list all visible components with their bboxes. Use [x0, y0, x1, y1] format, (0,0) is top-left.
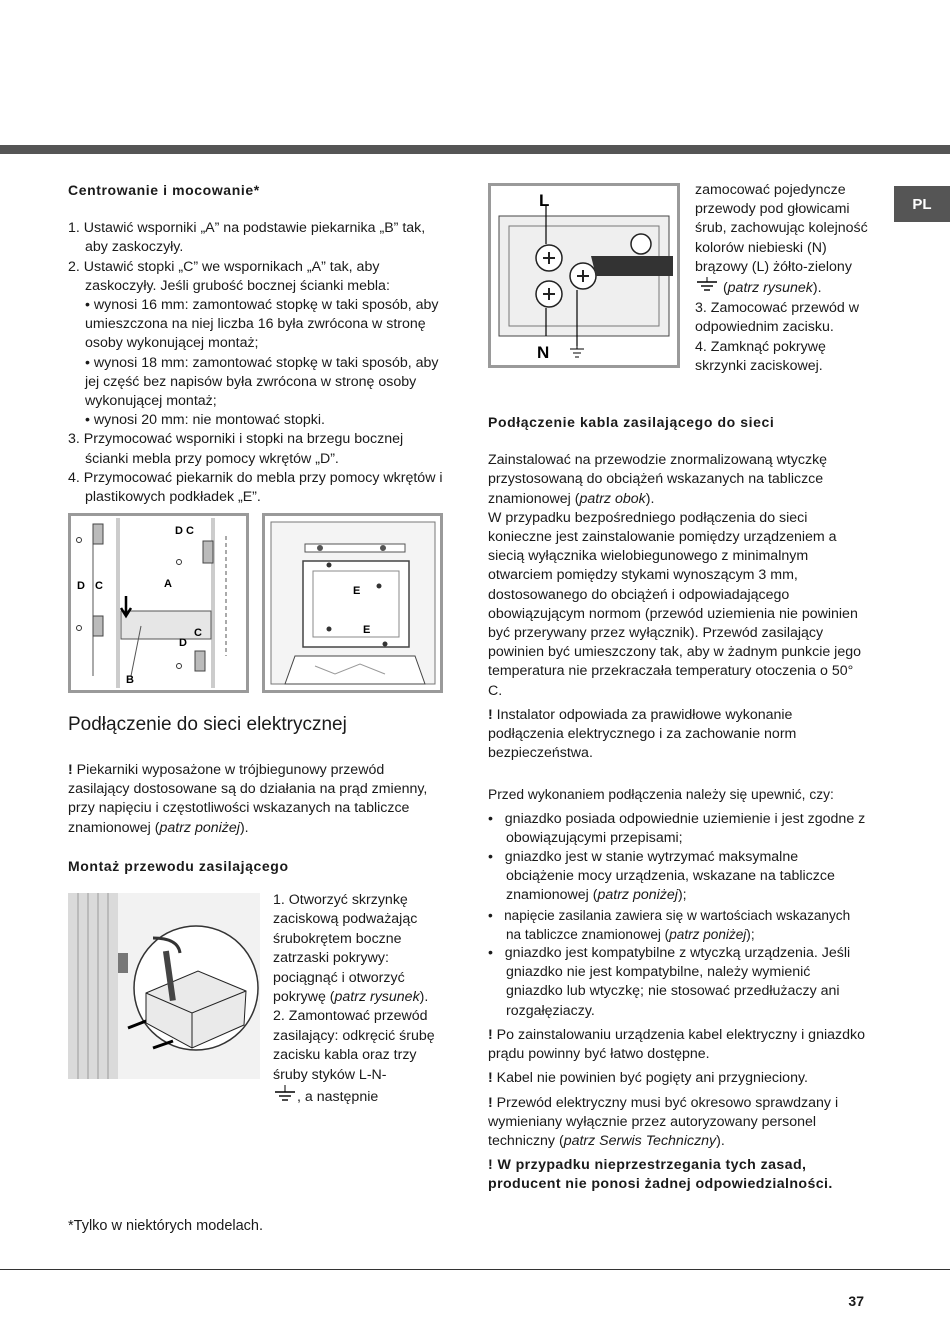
list-item: • gniazdko posiada odpowiednie uziemienie i jest zgodne z obowiązującymi przepisami; — [488, 810, 866, 846]
cable-step-1-text: 1. Otworzyć skrzynkę zaciskową podważając śrubokrętem boczne zatrzaski pokrywy: pociągnąć i otworzyć pokrywę ( — [273, 892, 418, 1006]
bracket-mounting-figure — [68, 513, 249, 693]
cable-step-2 — [273, 1007, 448, 1109]
cable-steps — [273, 891, 448, 1109]
warning-mark: ! — [488, 1157, 494, 1174]
mains-direct-text: W przypadku bezpośredniego podłączenia do sieci konieczne jest zainstalowanie pomiędzy urządzeniem a siecią wyłącznika wielobiegunowego z minimalnym otwarciem pomiędzy stykami wynoszącym 3 mm, dostosowanego do obciążeń i odpowiadającego obowiązującym normom (przewód uziemienia nie powinien być przerywany przez wyłącznik). Przewód zasilający powinien być umieszczony tak, aby w żadnym punkcie jego temperatura nie przekraczała temperatury otoczenia o 50° C. — [488, 509, 862, 699]
cable-step-2-text: 2. Zamontować przewód zasilający: odkręcić śrubę zacisku kabla oraz trzy śruby styków L-N- — [273, 1008, 435, 1083]
cable-step-1-ref: patrz rysunek — [334, 989, 420, 1006]
check-ref: patrz poniżej — [669, 926, 747, 942]
check-text: gniazdko posiada odpowiednie uziemienie i jest zgodne z obowiązującymi przepisami; — [504, 810, 866, 846]
right-column-main — [488, 413, 868, 1195]
section-heading-centering: Centrowanie i mocowanie* — [68, 182, 260, 198]
warning-service — [488, 1094, 868, 1152]
section-heading-mains: Podłączenie kabla zasilającego do sieci — [488, 414, 775, 430]
warning-service-end: ). — [716, 1132, 725, 1149]
installer-note — [488, 706, 868, 764]
mains-plug-body: Zainstalować na przewodzie znormalizowaną wtyczkę przystosowaną do obciążeń wskazanych na tabliczce znamionowej ( — [488, 452, 828, 507]
fig1-label-c: C — [95, 580, 103, 592]
electrical-intro-end: ). — [239, 819, 249, 836]
fig1-label-d2: D — [179, 637, 187, 649]
section-heading-cable: Montaż przewodu zasilającego — [68, 857, 289, 874]
checklist-intro: Przed wykonaniem podłączenia należy się upewnić, czy: — [488, 787, 834, 803]
list-item: • gniazdko jest kompatybilne z wtyczką urządzenia. Jeśli gniazdko nie jest kompatybilne, należy wymienić gniazdko lub wtyczkę; nie stosować przedłużaczy ani rozgałęziaczy. — [488, 945, 851, 1019]
warning-liability-text: W przypadku nieprzestrzegania tych zasad, producent nie ponosi żadnej odpowiedzialności. — [488, 1157, 833, 1193]
list-item: • napięcie zasilania zawiera się w wartościach wskazanych na tabliczce znamionowej (patrz poniżej); — [488, 907, 851, 942]
footer-rule — [0, 1269, 950, 1270]
check-text: napięcie zasilania zawiera się w wartościach wskazanych na tabliczce znamionowej ( — [504, 907, 851, 942]
fig1-label-a: A — [164, 578, 172, 590]
language-tab: PL — [894, 186, 950, 222]
cable-step-1-end: ). — [419, 989, 429, 1006]
fig2-label-e2: E — [363, 624, 371, 636]
cable-step-4: 4. Zamknąć pokrywę skrzynki zaciskowej. — [695, 338, 826, 374]
warning-mark: ! — [488, 1026, 493, 1043]
warning-service-text: Przewód elektryczny musi być okresowo sprawdzany i wymieniany wyłącznie przez autoryzowany personel techniczny ( — [488, 1094, 839, 1149]
terminal-block-figure — [488, 183, 680, 368]
fig1-label-c2: C — [194, 627, 202, 639]
top-bar — [0, 145, 950, 154]
warning-mark: ! — [488, 1094, 493, 1111]
footnote: *Tylko w niektórych modelach. — [68, 1218, 264, 1234]
warning-mark: ! — [68, 762, 73, 778]
installer-note-text: Instalator odpowiada za prawidłowe wykonanie podłączenia elektrycznego i za zachowanie norm bezpieczeństwa. — [488, 706, 797, 762]
cable-step-3: 3. Zamocować przewód w odpowiednim zacisku. — [695, 300, 860, 336]
ground-icon — [273, 1085, 297, 1109]
cable-step-2-continued-text: zamocować pojedyncze przewody pod głowicami śrub, zachowując kolejność kolorów niebieski (N) brązowy (L) żółto-zielony — [695, 182, 868, 275]
list-item: 1. Ustawić wsporniki „A” na podstawie piekarnika „B” tak, aby zaskoczyły. — [68, 220, 426, 256]
fig1-label-dc: D C — [175, 525, 194, 537]
electrical-intro-text: Piekarniki wyposażone w trójbiegunowy przewód zasilający dostosowane są do działania na prąd zmienny, przy napięciu i częstotliwości wskazanych na tabliczce znamionowej ( — [68, 762, 428, 836]
list-item: • wynosi 16 mm: zamontować stopkę w taki sposób, aby umieszczona na niej liczba 16 była zwrócona w stronę osoby wykonującej montaż; — [85, 297, 439, 352]
section-heading-electrical: Podłączenie do sieci elektrycznej — [68, 714, 347, 735]
list-item: 4. Przymocować piekarnik do mebla przy pomocy wkrętów i plastikowych podkładek „E”. — [68, 469, 443, 506]
mains-plug-ref: patrz obok — [579, 490, 646, 507]
cable-step-2-continued: zamocować pojedyncze przewody pod głowicami śrub, zachowując kolejność kolorów niebieski (N) brązowy (L) żółto-zielony (patrz rysunek). — [695, 181, 870, 299]
check-text: gniazdko jest w stanie wytrzymać maksymalne obciążenie mocy urządzenia, wskazane na tabliczce znamionowej ( — [504, 849, 835, 904]
electrical-intro — [68, 761, 448, 838]
mains-plug-text — [488, 451, 868, 509]
checklist — [488, 810, 868, 1021]
fig1-label-d: D — [77, 580, 85, 592]
cable-step-1 — [273, 891, 448, 1007]
cable-step-2-ref: patrz rysunek — [727, 279, 813, 296]
left-column-electrical — [68, 713, 448, 876]
mains-plug-end: ). — [645, 490, 655, 507]
list-item: 2. Ustawić stopki „C” we wspornikach „A” tak, aby zaskoczyły. Jeśli grubość bocznej ścianki mebla: — [68, 258, 390, 294]
centering-steps — [68, 219, 448, 507]
warning-service-ref: patrz Serwis Techniczny — [563, 1132, 717, 1149]
check-text: gniazdko jest kompatybilne z wtyczką urządzenia. Jeśli gniazdko nie jest kompatybilne, należy wymienić gniazdko lub wtyczkę; nie stosować przedłużaczy ani rozgałęziaczy. — [504, 945, 851, 1019]
terminal-box-figure — [68, 893, 260, 1079]
warning-mark: ! — [488, 706, 493, 723]
oven-fixing-figure — [262, 513, 443, 693]
list-item: • wynosi 18 mm: zamontować stopkę w taki sposób, aby jej część bez napisów była zwrócona w stronę osoby wykonującej montaż; — [85, 354, 439, 410]
fig2-label-e1: E — [353, 585, 361, 597]
warning-cable-text: Kabel nie powinien być pogięty ani przygnieciony. — [492, 1070, 808, 1087]
list-item: 3. Przymocować wsporniki i stopki na brzegu bocznej ścianki mebla przy pomocy wkrętów „D”. — [68, 431, 404, 467]
left-column-top — [68, 181, 448, 507]
check-ref: patrz poniżej — [597, 887, 678, 904]
warning-cable — [488, 1069, 868, 1088]
cable-step-2-end: , a następnie — [297, 1089, 379, 1106]
check-end: ); — [677, 887, 687, 904]
cable-step-continued — [695, 181, 870, 376]
list-item: • wynosi 20 mm: nie montować stopki. — [85, 412, 325, 429]
terminal-label-l: L — [539, 191, 550, 210]
ground-icon — [695, 277, 719, 299]
list-item: • gniazdko jest w stanie wytrzymać maksymalne obciążenie mocy urządzenia, wskazane na tabliczce znamionowej (patrz poniżej); — [488, 849, 835, 904]
warning-accessible — [488, 1026, 868, 1064]
page-number: 37 — [848, 1293, 864, 1309]
electrical-intro-ref: patrz poniżej — [159, 819, 240, 836]
warning-liability — [488, 1156, 868, 1194]
terminal-label-n: N — [537, 343, 550, 362]
warning-mark: ! — [488, 1070, 493, 1087]
fig1-label-b: B — [126, 674, 134, 686]
check-end: ); — [746, 926, 755, 942]
warning-accessible-text: Po zainstalowaniu urządzenia kabel elektryczny i gniazdko prądu powinny być łatwo dostępne. — [488, 1026, 865, 1063]
